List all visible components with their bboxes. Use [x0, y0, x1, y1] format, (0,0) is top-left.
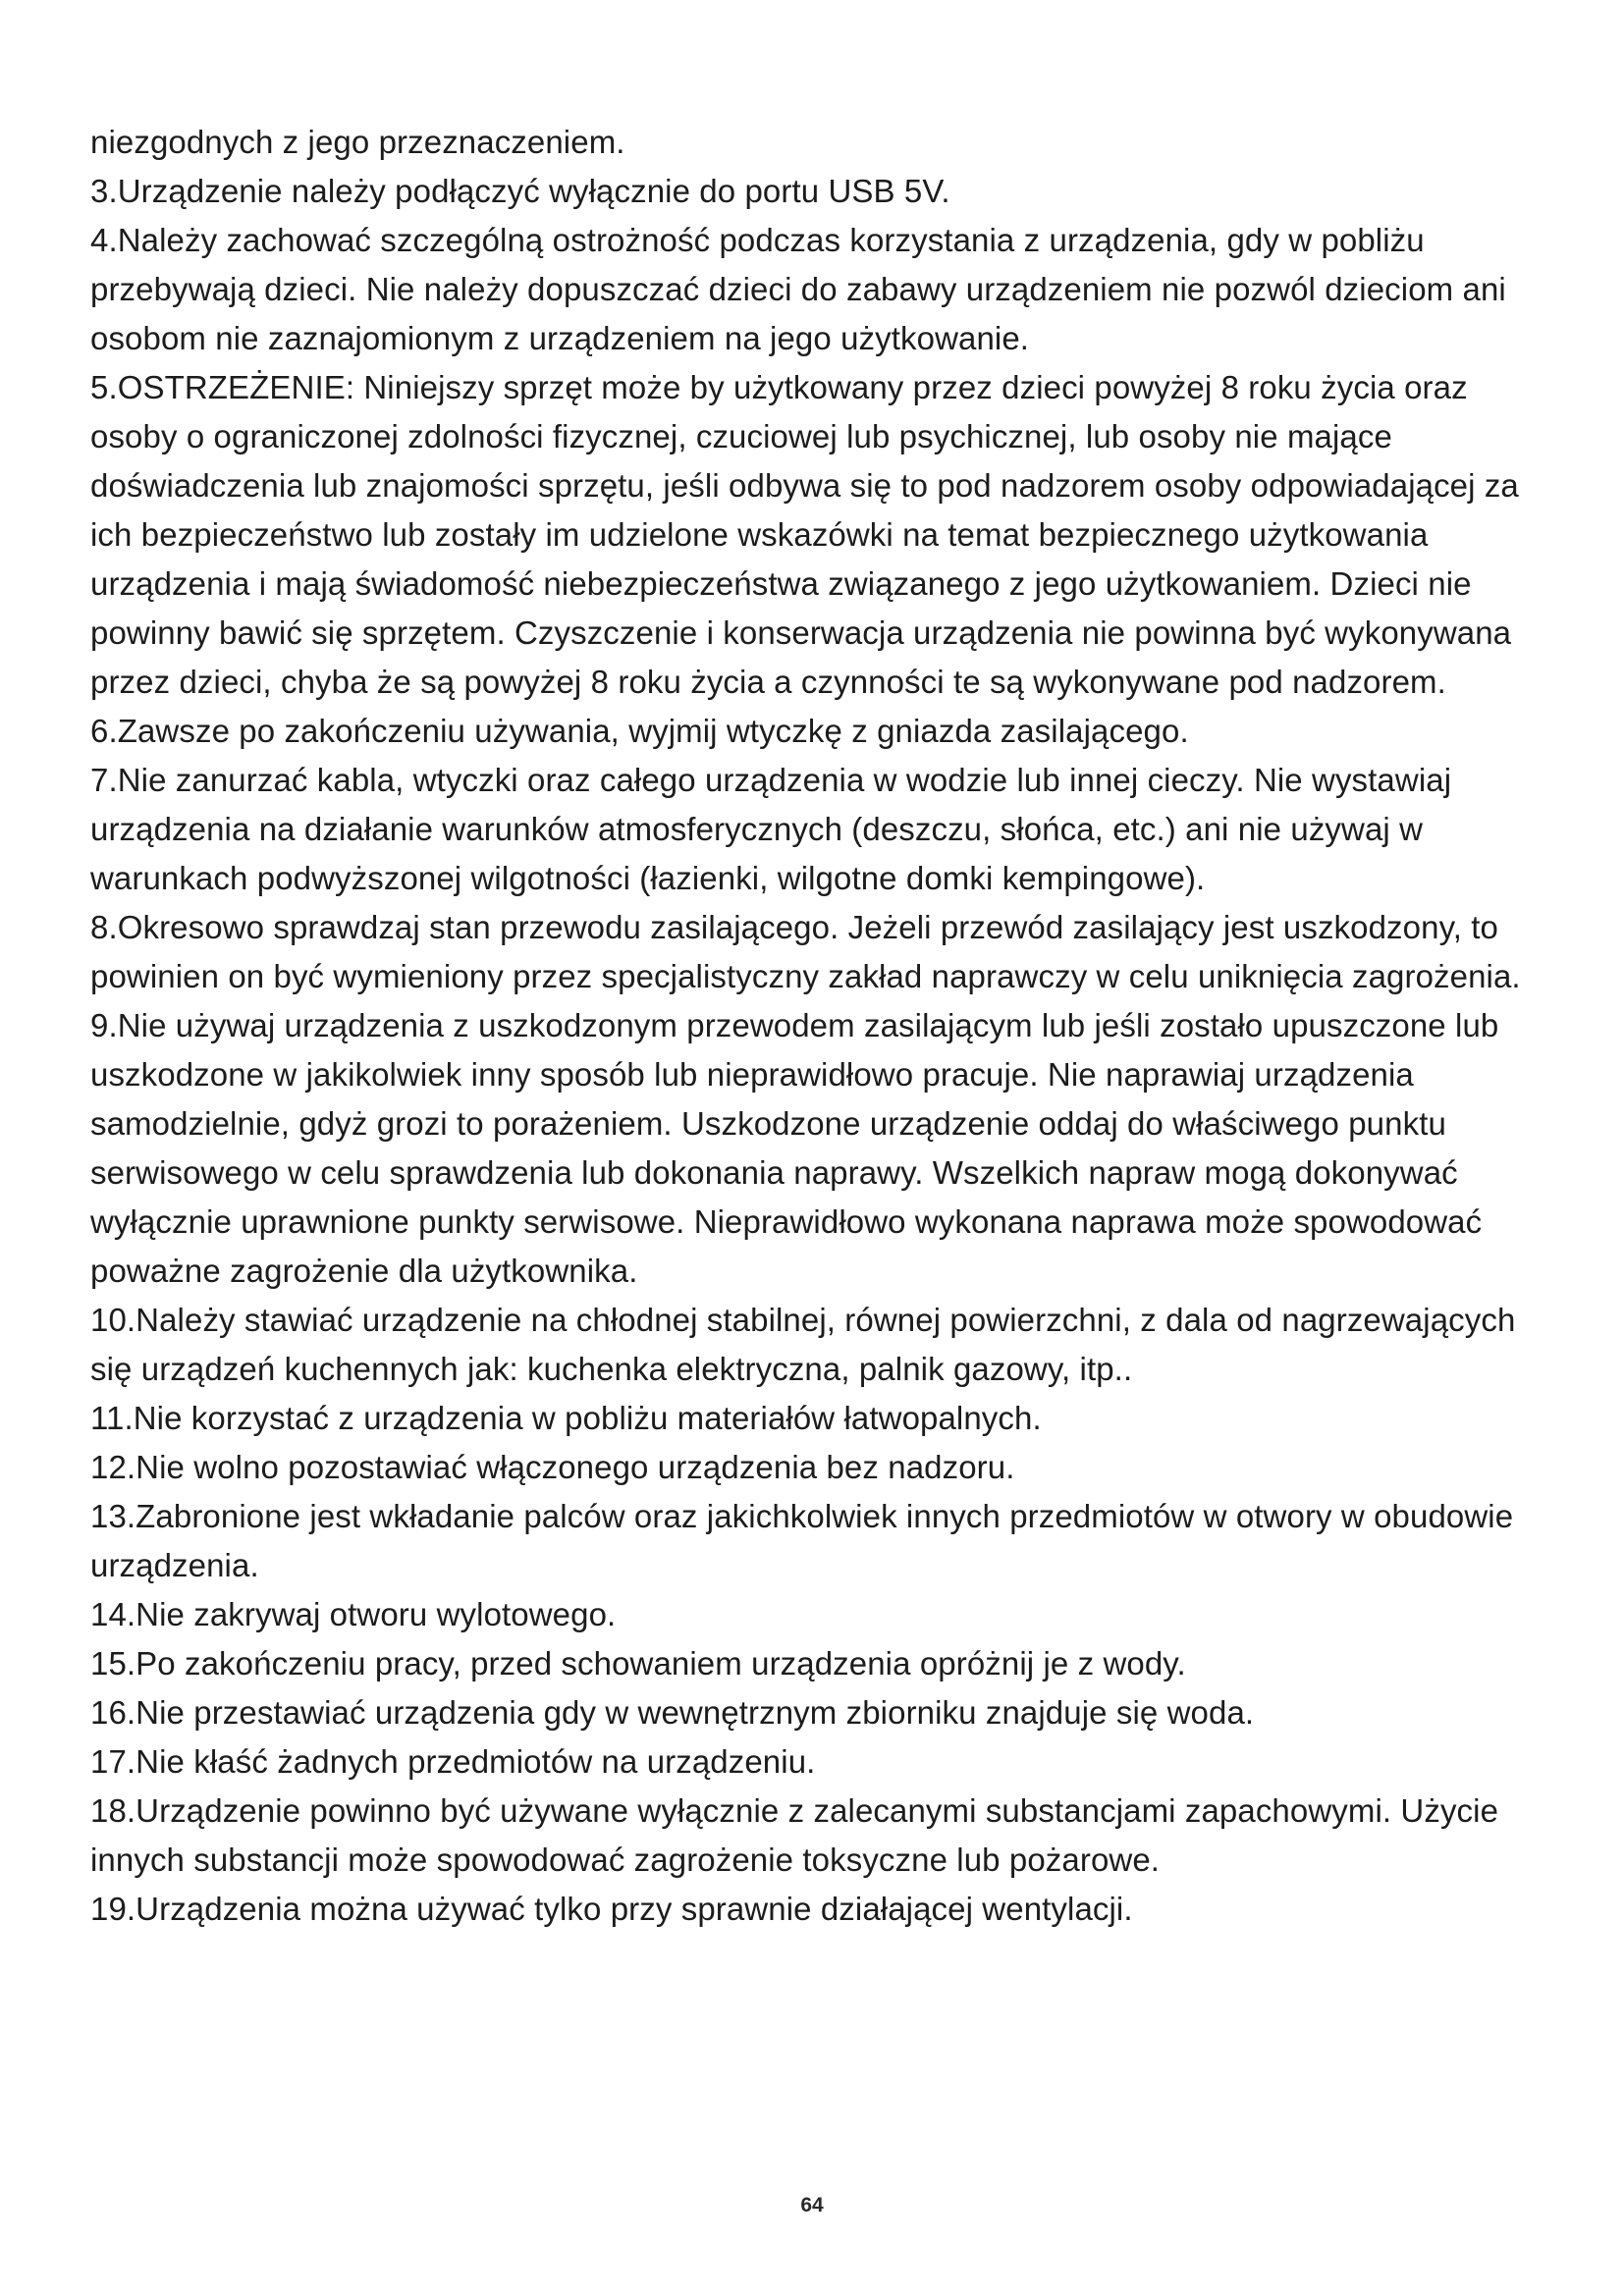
paragraph-item-10: 10.Należy stawiać urządzenie na chłodnej stabilnej, równej powierzchni, z dala od nagrzewających się urządzeń kuchennych jak: kuchenka elektryczna, palnik gazowy, itp..	[90, 1302, 1516, 1387]
paragraph-item-17: 17.Nie kłaść żadnych przedmiotów na urządzeniu.	[90, 1743, 816, 1780]
paragraph-item-4: 4.Należy zachować szczególną ostrożność podczas korzystania z urządzenia, gdy w pobliżu przebywają dzieci. Nie należy dopuszczać dzieci do zabawy urządzeniem nie pozwól dzieciom ani osobom nie zaznajomionym z urządzeniem na jego użytkowanie.	[90, 222, 1506, 356]
page-number: 64	[800, 2194, 824, 2216]
paragraph-item-14: 14.Nie zakrywaj otworu wylotowego.	[90, 1596, 617, 1632]
body-text	[90, 118, 1563, 1934]
paragraph-item-7: 7.Nie zanurzać kabla, wtyczki oraz całego urządzenia w wodzie lub innej cieczy. Nie wystawiaj urządzenia na działanie warunków atmosferycznych (deszczu, słońca, etc.) ani nie używaj w warunkach podwyższonej wilgotności (łazienki, wilgotne domki kempingowe).	[90, 762, 1452, 896]
paragraph-item-8: 8.Okresowo sprawdzaj stan przewodu zasilającego. Jeżeli przewód zasilający jest uszkodzony, to powinien on być wymieniony przez specjalistyczny zakład naprawczy w celu uniknięcia zagrożenia.	[90, 909, 1521, 994]
paragraph-continuation: niezgodnych z jego przeznaczeniem.	[90, 124, 625, 160]
paragraph-item-11: 11.Nie korzystać z urządzenia w pobliżu materiałów łatwopalnych.	[90, 1400, 1042, 1436]
paragraph-item-12: 12.Nie wolno pozostawiać włączonego urządzenia bez nadzoru.	[90, 1449, 1015, 1485]
paragraph-item-9: 9.Nie używaj urządzenia z uszkodzonym przewodem zasilającym lub jeśli zostało upuszczone lub uszkodzone w jakikolwiek inny sposób lub nieprawidłowo pracuje. Nie naprawiaj urządzenia samodzielnie, gdyż grozi to porażeniem. Uszkodzone urządzenie oddaj do właściwego punktu serwisowego w celu sprawdzenia lub dokonania naprawy. Wszelkich napraw mogą dokonywać wyłącznie uprawnione punkty serwisowe. Nieprawidłowo wykonana naprawa może spowodować poważne zagrożenie dla użytkownika.	[90, 1007, 1499, 1289]
paragraph-item-5-warning: 5.OSTRZEŻENIE: Niniejszy sprzęt może by użytkowany przez dzieci powyżej 8 roku życia oraz osoby o ograniczonej zdolności fizycznej, czuciowej lub psychicznej, lub osoby nie mające doświadczenia lub znajomości sprzętu, jeśli odbywa się to pod nadzorem osoby odpowiadającej za ich bezpieczeństwo lub zostały im udzielone wskazówki na temat bezpiecznego użytkowania urządzenia i mają świadomość niebezpieczeństwa związanego z jego użytkowaniem. Dzieci nie powinny bawić się sprzętem. Czyszczenie i konserwacja urządzenia nie powinna być wykonywana przez dzieci, chyba że są powyżej 8 roku życia a czynności te są wykonywane pod nadzorem.	[90, 369, 1519, 700]
paragraph-item-3: 3.Urządzenie należy podłączyć wyłącznie do portu USB 5V.	[90, 173, 950, 209]
paragraph-item-13: 13.Zabronione jest wkładanie palców oraz jakichkolwiek innych przedmiotów w otwory w obudowie urządzenia.	[90, 1498, 1514, 1583]
paragraph-item-18: 18.Urządzenie powinno być używane wyłącznie z zalecanymi substancjami zapachowymi. Użycie innych substancji może spowodować zagrożenie toksyczne lub pożarowe.	[90, 1792, 1499, 1878]
paragraph-item-6: 6.Zawsze po zakończeniu używania, wyjmij wtyczkę z gniazda zasilającego.	[90, 713, 1189, 749]
paragraph-item-15: 15.Po zakończeniu pracy, przed schowaniem urządzenia opróżnij je z wody.	[90, 1645, 1186, 1682]
paragraph-item-19: 19.Urządzenia można używać tylko przy sprawnie działającej wentylacji.	[90, 1891, 1133, 1927]
paragraph-item-16: 16.Nie przestawiać urządzenia gdy w wewnętrznym zbiorniku znajduje się woda.	[90, 1694, 1255, 1731]
